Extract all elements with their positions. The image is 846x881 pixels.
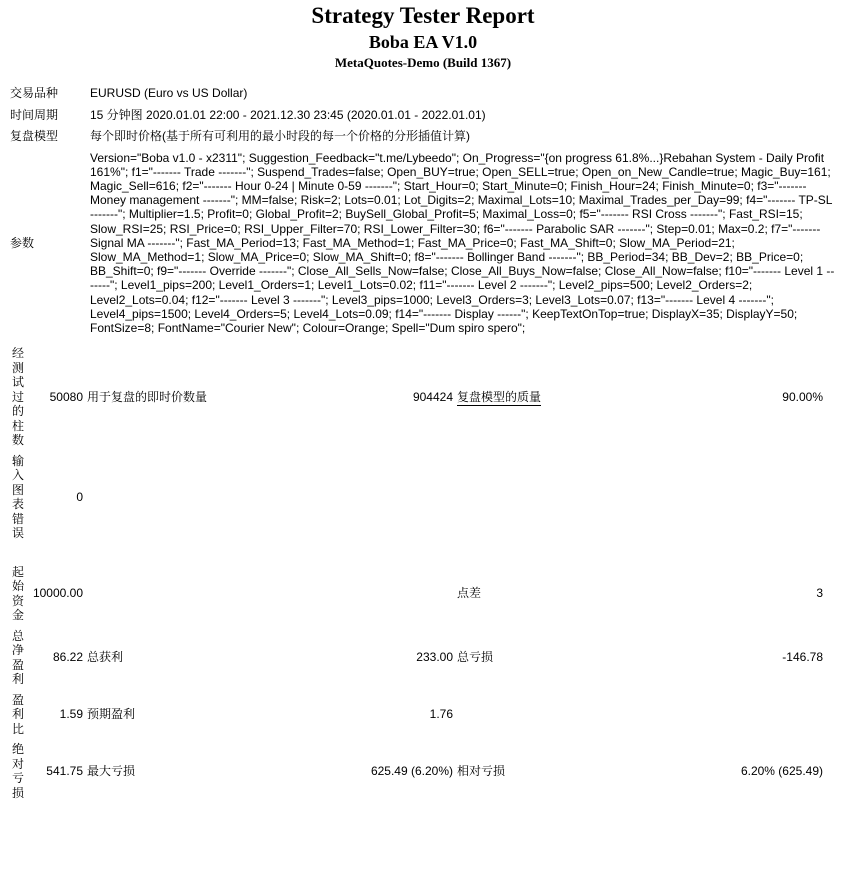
empty-cell — [705, 451, 825, 544]
mismatched-errors-label: 输入图表错误 — [12, 453, 25, 541]
profit-factor-label: 盈利比 — [12, 692, 25, 736]
gross-loss-label: 总亏损 — [457, 650, 494, 665]
model-label: 复盘模型 — [10, 129, 59, 143]
bars-row — [10, 343, 825, 451]
relative-drawdown-value: 6.20% (625.49) — [740, 763, 823, 778]
empty-cell — [85, 451, 340, 544]
relative-drawdown-label: 相对亏损 — [457, 763, 506, 778]
symbol-label: 交易品种 — [10, 86, 59, 100]
period-label: 时间周期 — [10, 107, 59, 122]
parameters-label: 参数 — [10, 235, 35, 250]
maximal-drawdown-value: 625.49 (6.20%) — [370, 763, 453, 778]
spread-value: 3 — [816, 586, 823, 601]
initial-deposit-value: 10000.00 — [32, 586, 83, 601]
modelling-quality-underlined: 复盘模型的质量 — [457, 389, 542, 404]
empty-cell — [705, 690, 825, 740]
drawdown-row — [10, 739, 825, 803]
period-value: 15 分钟图 2020.01.01 22:00 - 2021.12.30 23:45 (2020.01.01 - 2022.01.01) — [90, 107, 486, 122]
ea-name: Boba EA V1.0 — [368, 32, 478, 52]
gross-profit-label: 总获利 — [87, 650, 124, 665]
parameters-value: Version="Boba v1.0 - x2311"; Suggestion_Feedback="t.me/Lybeedo"; On_Progress="{on progress 61.8%...}Rebahan System - Daily Profit 161%"; f1="------- Trade -------"; Suspend_Trades=false; Open_BUY=true; Open_SELL=true; Open_on_New_Candle=true; Magic_Buy=161; Magic_Sell=616; f2="------- Hour 0-24 | Minute 0-59 -------"; Start_Hour=0; Start_Minute=0; Finish_Hour=24; Finish_Minute=0; f3="------- Money management -------"; MM=false; Risk=2; Lots=0.01; Lot_Digits=2; Maximal_Lots=10; Maximal_Trades_per_Day=99; f4="------- TP-SL -------"; Multiplier=1.5; Profit=0; Global_Profit=2; BuySell_Global_Profit=5; Maximal_Loss=0; f5="------- RSI Cross -------"; Fast_RSI=15; Slow_RSI=25; RSI_Price=0; RSI_Upper_Filter=70; RSI_Lower_Filter=30; f6="------- Parabolic SAR -------"; Step=0.01; Max=0.2; f7="------- Signal MA -------"; Fast_MA_Period=13; Fast_MA_Method=1; Fast_MA_Price=0; Fast_MA_Shift=0; Slow_MA_Period=21; Slow_MA_Method=1; Slow_MA_Price=0; Slow_MA_Shift=0; f8="------- Bollinger Band -------"; BB_Period=34; BB_Dev=2; BB_Price=0; BB_Shift=0; f9="------- Override -------"; Close_All_Sells_Now=false; Close_All_Buys_Now=false; Close_All_Now=false; f10="------- Level 1 -------"; Level1_pips=200; Level1_Orders=1; Level1_Lots=0.02; f11="------- Level 2 -------"; Level2_pips=500; Level2_Orders=2; Level2_Lots=0.04; f12="------- Level 3 -------"; Level3_pips=1000; Level3_Orders=3; Level3_Lots=0.07; f13="------- Level 4 -------"; Level4_pips=1500; Level4_Orders=5; Level4_Lots=0.09; f14="------- Display ------"; KeepTextOnTop=true; DisplayX=35; DisplayY=50; FontSize=8; FontName="Courier New"; Colour=Orange; Spell="Dum spiro spero"; — [90, 150, 835, 335]
spacer-row — [10, 544, 825, 562]
empty-cell — [340, 562, 455, 626]
symbol-value: EURUSD (Euro vs US Dollar) — [90, 86, 248, 100]
profit-factor-row — [10, 690, 825, 740]
total-net-profit-value: 86.22 — [52, 650, 83, 665]
ticks-modelled-value: 904424 — [412, 389, 453, 404]
expected-payoff-value: 1.76 — [429, 707, 453, 722]
initial-deposit-label: 起始资金 — [12, 564, 25, 623]
absolute-drawdown-value: 541.75 — [46, 763, 83, 778]
gross-loss-value: -146.78 — [782, 650, 823, 665]
empty-cell — [340, 451, 455, 544]
mismatched-errors-row — [10, 451, 825, 544]
info-table — [10, 83, 838, 339]
model-value: 每个即时价格(基于所有可利用的最小时段的每一个价格的分形插值计算) — [90, 129, 470, 143]
bars-in-test-label: 经测试过的柱数 — [12, 346, 25, 448]
empty-cell — [85, 562, 340, 626]
bars-in-test-value: 50080 — [49, 389, 83, 404]
modelling-quality-value: 90.00% — [782, 389, 823, 404]
total-net-profit-label: 总净盈利 — [12, 628, 25, 687]
page-title: Strategy Tester Report — [311, 3, 535, 28]
absolute-drawdown-label: 绝对亏损 — [12, 742, 25, 800]
mismatched-errors-value: 0 — [76, 489, 83, 504]
spread-label: 点差 — [457, 586, 482, 601]
initial-deposit-row — [10, 562, 825, 626]
empty-cell — [455, 690, 705, 740]
modelling-quality-label — [455, 343, 705, 451]
stats-table — [10, 343, 825, 803]
spacer-cell — [10, 544, 825, 562]
parameters-row — [10, 148, 838, 340]
server-build: MetaQuotes-Demo (Build 1367) — [334, 55, 512, 70]
period-row — [10, 105, 838, 127]
model-row — [10, 126, 838, 148]
net-profit-row — [10, 626, 825, 690]
empty-cell — [455, 451, 705, 544]
report-header — [0, 0, 846, 71]
ticks-modelled-label: 用于复盘的即时价数量 — [87, 389, 208, 404]
gross-profit-value: 233.00 — [416, 650, 453, 665]
profit-factor-value: 1.59 — [59, 707, 83, 722]
symbol-row — [10, 83, 838, 105]
expected-payoff-label: 预期盈利 — [87, 707, 136, 722]
maximal-drawdown-label: 最大亏损 — [87, 763, 136, 778]
